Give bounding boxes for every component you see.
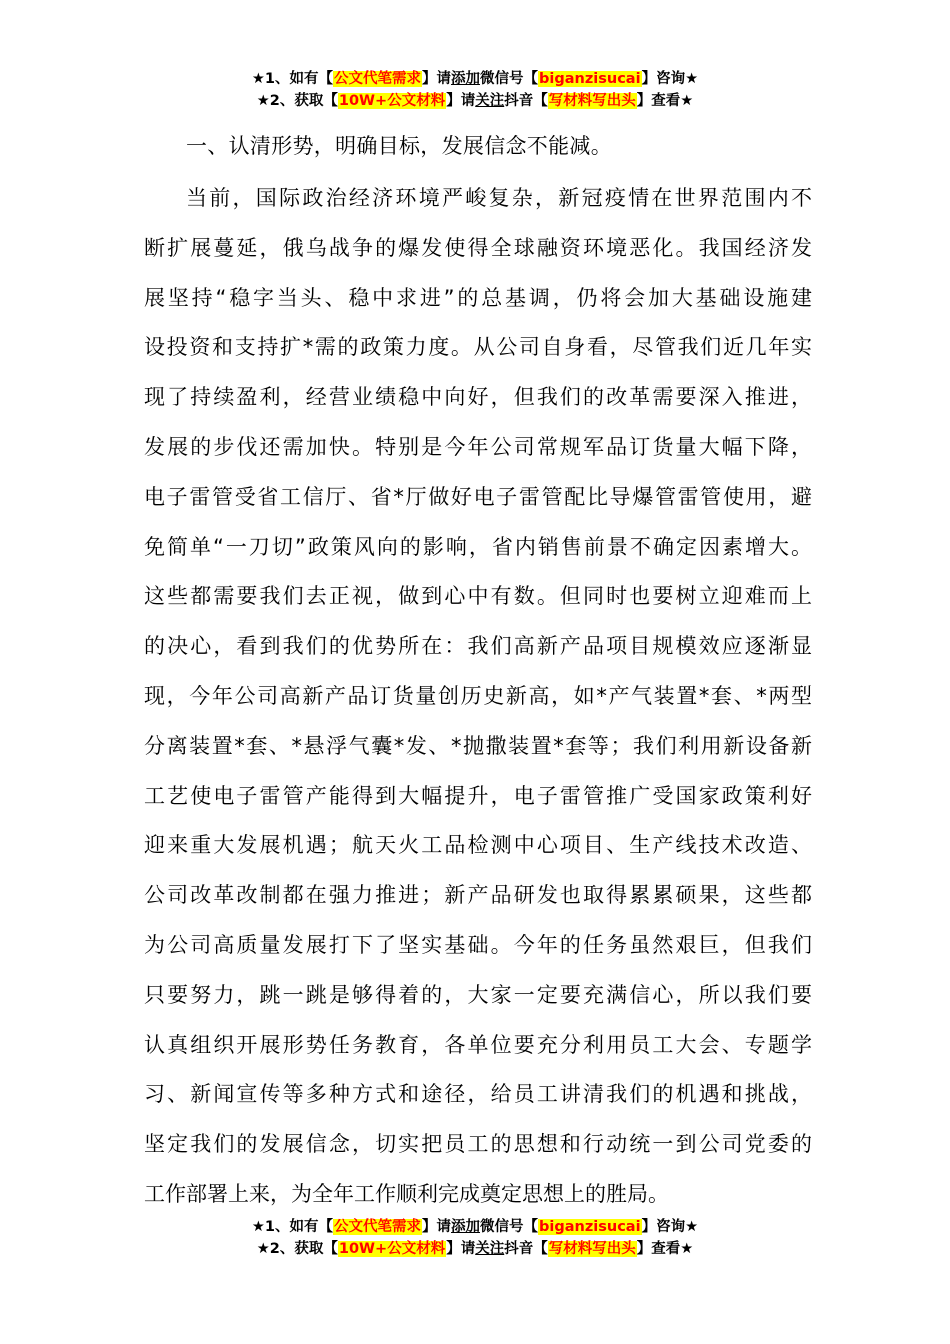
promo-text: ★2、获取【 (256, 1241, 338, 1257)
promo-banner-bottom (0, 1216, 950, 1260)
paragraph-line: 现了持续盈利，经营业绩稳中向好，但我们的改革需要深入推进， (144, 385, 812, 410)
paragraph-line: 只要努力，跳一跳是够得着的，大家一定要充满信心，所以我们要 (144, 982, 812, 1007)
promo-highlight: 10W+公文材料 (338, 1241, 446, 1257)
promo-line-2 (0, 1238, 950, 1260)
paragraph-line: 断扩展蔓延，俄乌战争的爆发使得全球融资环境恶化。我国经济发 (144, 235, 812, 260)
promo-highlight: 公文代笔需求 (334, 1219, 422, 1235)
paragraph-line: 习、新闻宣传等多种方式和途径，给员工讲清我们的机遇和挑战， (144, 1082, 812, 1107)
paragraph-line: 为公司高质量发展打下了坚实基础。今年的任务虽然艰巨，但我们 (144, 932, 812, 957)
body-paragraph (144, 174, 812, 1220)
promo-text: ★2、获取【 (256, 93, 338, 109)
promo-underlined-text: 关注 (475, 93, 505, 109)
paragraph-line: 迎来重大发展机遇；航天火工品检测中心项目、生产线技术改造、 (144, 833, 812, 858)
promo-line-1 (0, 1216, 950, 1238)
paragraph-line: 公司改革改制都在强力推进；新产品研发也取得累累硕果，这些都 (144, 883, 812, 908)
paragraph-line: 电子雷管受省工信厅、省*厅做好电子雷管配比导爆管雷管使用，避 (144, 484, 812, 509)
section-heading: 一、认清形势，明确目标，发展信念不能减。 (186, 134, 612, 158)
promo-text: 】查看★ (636, 93, 694, 109)
paragraph-line: 坚定我们的发展信念，切实把员工的思想和行动统一到公司党委的 (144, 1132, 812, 1157)
promo-text: 】咨询★ (641, 71, 699, 87)
promo-banner-top (0, 68, 950, 112)
paragraph-line: 工作部署上来，为全年工作顺利完成奠定思想上的胜局。 (144, 1181, 669, 1206)
promo-line-2 (0, 90, 950, 112)
paragraph-line: 这些都需要我们去正视，做到心中有数。但同时也要树立迎难而上 (144, 584, 812, 609)
paragraph-line: 发展的步伐还需加快。特别是今年公司常规军品订货量大幅下降， (144, 434, 812, 459)
promo-text: 抖音【 (504, 93, 548, 109)
document-body (144, 124, 812, 1220)
promo-wechat-id: biganzisucai (539, 71, 641, 87)
promo-text: 抖音【 (504, 1241, 548, 1257)
promo-underlined-text: 添加 (451, 71, 481, 87)
paragraph-line: 的决心，看到我们的优势所在：我们高新产品项目规模效应逐渐显 (144, 634, 812, 659)
paragraph-line: 设投资和支持扩*需的政策力度。从公司自身看，尽管我们近几年实 (144, 335, 812, 360)
promo-line-1 (0, 68, 950, 90)
promo-highlight: 公文代笔需求 (334, 71, 422, 87)
promo-underlined-text: 添加 (451, 1219, 481, 1235)
promo-text: 】查看★ (636, 1241, 694, 1257)
promo-text: 微信号【 (480, 71, 539, 87)
promo-wechat-id: biganzisucai (539, 1219, 641, 1235)
promo-text: ★1、如有【 (251, 71, 334, 87)
promo-text: 】请 (446, 1241, 476, 1257)
promo-underlined-text: 关注 (475, 1241, 505, 1257)
paragraph-line: 工艺使电子雷管产能得到大幅提升，电子雷管推广受国家政策利好 (144, 783, 812, 808)
paragraph-line: 免简单“一刀切”政策风向的影响，省内销售前景不确定因素增大。 (144, 534, 812, 559)
promo-text: 】请 (422, 71, 452, 87)
promo-text: ★1、如有【 (251, 1219, 334, 1235)
paragraph-line: 展坚持“稳字当头、稳中求进”的总基调，仍将会加大基础设施建 (144, 285, 812, 310)
promo-douyin-id: 写材料写出头 (548, 93, 636, 109)
paragraph-line: 分离装置*套、*悬浮气囊*发、*抛撒装置*套等；我们利用新设备新 (144, 733, 812, 758)
paragraph-line: 现，今年公司高新产品订货量创历史新高，如*产气装置*套、*两型 (144, 683, 812, 708)
promo-text: 】咨询★ (641, 1219, 699, 1235)
promo-text: 】请 (422, 1219, 452, 1235)
promo-douyin-id: 写材料写出头 (548, 1241, 636, 1257)
promo-text: 】请 (446, 93, 476, 109)
promo-highlight: 10W+公文材料 (338, 93, 446, 109)
promo-text: 微信号【 (480, 1219, 539, 1235)
paragraph-line: 当前，国际政治经济环境严峻复杂，新冠疫情在世界范围内不 (186, 186, 812, 210)
paragraph-line: 认真组织开展形势任务教育，各单位要充分利用员工大会、专题学 (144, 1032, 812, 1057)
